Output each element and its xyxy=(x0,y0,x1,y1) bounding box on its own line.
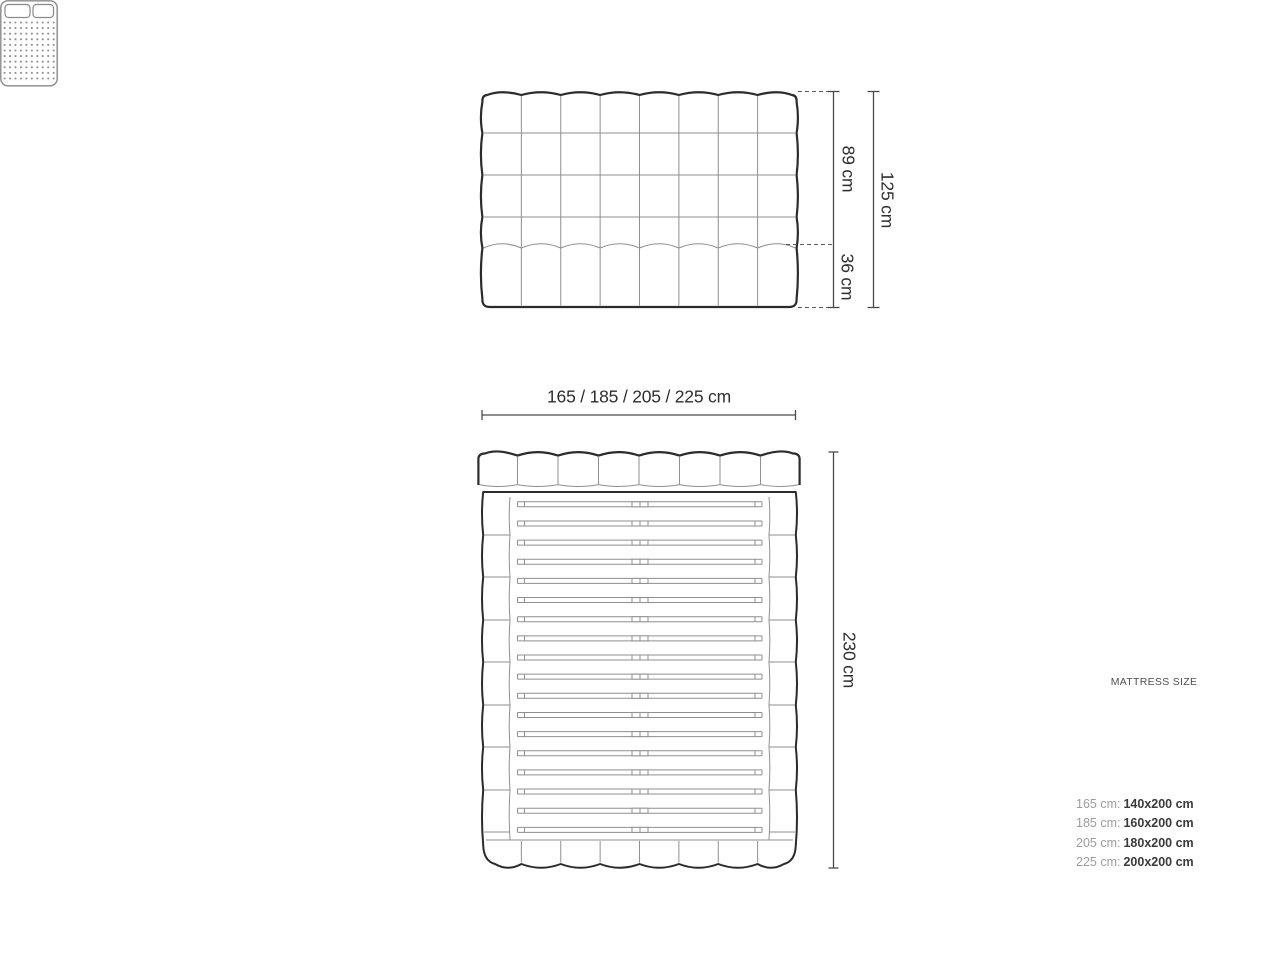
dim-label-headboard-total: 125 cm xyxy=(877,171,898,229)
size-label: 185 cm: xyxy=(1076,816,1121,831)
dim-label-headboard-upper: 89 cm xyxy=(838,145,859,193)
size-label: 165 cm: xyxy=(1076,797,1121,811)
dim-label-bed-length: 230 cm xyxy=(839,631,860,689)
mattress-top-view-icon xyxy=(0,0,58,87)
dim-label-bed-width: 165 / 185 / 205 / 225 cm xyxy=(547,386,731,407)
mattress-size-row xyxy=(1076,795,1193,814)
mattress-size-row xyxy=(1076,814,1193,833)
size-value: 160x200 cm xyxy=(1123,816,1194,831)
size-value: 180x200 cm xyxy=(1123,835,1194,850)
mattress-size-list xyxy=(1076,795,1193,873)
headboard-strip xyxy=(478,451,799,486)
size-label: 205 cm: xyxy=(1076,835,1121,850)
headboard-front-view-drawing xyxy=(481,92,798,307)
size-value: 200x200 cm xyxy=(1123,855,1194,870)
size-label: 225 cm: xyxy=(1076,855,1121,870)
legend-title: MATTRESS SIZE xyxy=(1110,676,1198,688)
mattress-size-row xyxy=(1076,853,1193,872)
dim-label-headboard-lower: 36 cm xyxy=(837,253,858,301)
size-value: 140x200 cm xyxy=(1123,797,1194,811)
mattress-size-row xyxy=(1076,834,1193,853)
